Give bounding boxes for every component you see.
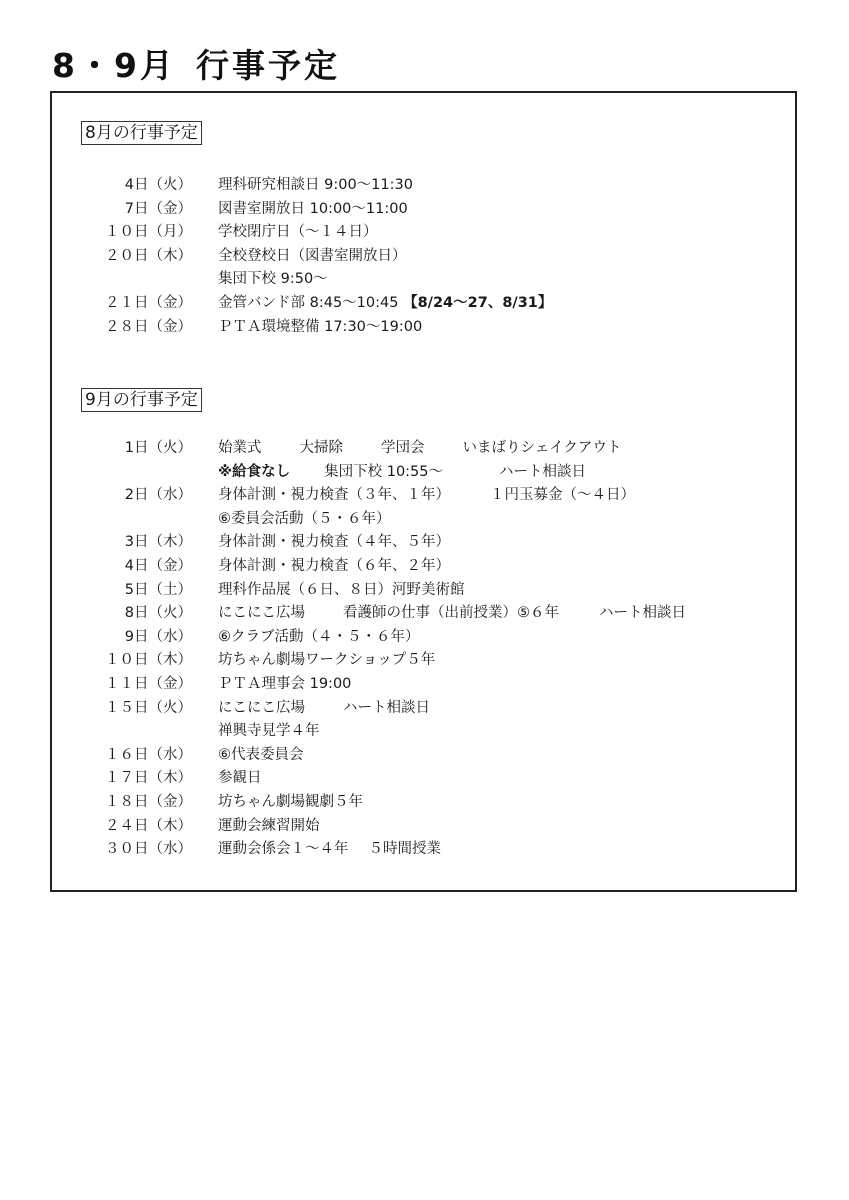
- event-part: 図書室開放日 10:00～11:00: [218, 200, 408, 217]
- event-date: １０日（月）: [105, 224, 192, 241]
- event-date: ３０日（水）: [105, 841, 192, 858]
- event-description: [218, 268, 328, 292]
- event-date: 2日（水）: [124, 487, 192, 504]
- page-title: [52, 46, 340, 86]
- event-part: ⑥クラブ活動（４・５・６年）: [218, 628, 420, 645]
- event-description: [218, 697, 430, 721]
- event-date: ２０日（木）: [105, 247, 192, 264]
- event-description: [218, 673, 351, 697]
- event-date: 3日（木）: [124, 534, 192, 551]
- event-part: にこにこ広場: [218, 699, 305, 716]
- event-description: [218, 292, 552, 316]
- schedule-frame: [50, 91, 797, 892]
- event-date: ２１日（金）: [105, 294, 192, 311]
- event-date: １５日（火）: [105, 699, 192, 716]
- event-note-bold: 【8/24～27、8/31】: [403, 294, 553, 311]
- event-date: 4日（火）: [124, 177, 192, 193]
- event-description: [218, 437, 621, 461]
- event-description: [218, 744, 304, 768]
- event-date: ２８日（金）: [105, 318, 192, 335]
- event-description: [218, 508, 391, 532]
- event-part: にこにこ広場: [218, 605, 305, 622]
- event-date: １０日（木）: [105, 652, 192, 669]
- event-date: 8日（火）: [124, 605, 192, 622]
- event-date: １８日（金）: [105, 793, 192, 810]
- event-date: ２４日（木）: [105, 817, 192, 834]
- event-description: [218, 791, 363, 815]
- event-date: １１日（金）: [105, 675, 192, 692]
- event-part: 理科作品展（６日、８日）河野美術館: [218, 581, 465, 598]
- event-note-bold: ※給食なし: [218, 463, 291, 480]
- event-part: いまばりシェイクアウト: [462, 440, 622, 456]
- event-part: 身体計測・視力検査（３年、１年）: [218, 487, 450, 504]
- title-months: 8・9月: [52, 46, 176, 85]
- event-part: ５時間授業: [368, 841, 441, 858]
- event-description: [218, 198, 408, 222]
- event-part: 学団会: [381, 440, 425, 456]
- event-part: ハート相談日: [599, 605, 686, 622]
- event-part: 坊ちゃん劇場観劇５年: [218, 793, 363, 810]
- event-description: [218, 174, 413, 198]
- event-part: 全校登校日（図書室開放日）: [218, 247, 407, 264]
- event-part: 身体計測・視力検査（４年、５年）: [218, 534, 450, 551]
- event-part: 身体計測・視力検査（６年、２年）: [218, 557, 450, 574]
- event-part: ハート相談日: [343, 699, 430, 716]
- event-part: 集団下校 9:50～: [218, 271, 328, 288]
- event-description: [218, 221, 378, 245]
- event-part: ハート相談日: [499, 463, 587, 480]
- august-heading: 8月の行事予定: [81, 121, 202, 145]
- event-part: ＰＴＡ理事会 19:00: [218, 675, 352, 692]
- title-events: 行事予定: [195, 46, 340, 85]
- event-part: 集団下校 10:55～: [324, 463, 444, 480]
- event-description: [218, 649, 435, 673]
- event-part: ⑥代表委員会: [218, 746, 304, 763]
- event-part: 金管バンド部 8:45～10:45: [218, 294, 404, 311]
- event-description: [218, 579, 465, 603]
- event-description: [218, 245, 407, 269]
- event-description: [218, 555, 450, 579]
- event-date: 9日（水）: [124, 628, 192, 645]
- event-description: [218, 767, 262, 791]
- event-description: [218, 461, 586, 485]
- event-date: 1日（火）: [124, 440, 192, 456]
- event-part: 大掃除: [299, 440, 343, 456]
- event-description: [218, 838, 441, 862]
- event-description: [218, 484, 635, 508]
- event-part: ＰＴＡ環境整備 17:30～19:00: [218, 318, 423, 335]
- event-description: [218, 626, 420, 650]
- event-part: 参観日: [218, 770, 262, 787]
- event-part: ⑥委員会活動（５・６年）: [218, 510, 391, 527]
- event-part: 看護師の仕事（出前授業）⑤６年: [343, 605, 559, 622]
- event-date: 7日（金）: [124, 200, 192, 217]
- september-heading: 9月の行事予定: [81, 388, 202, 412]
- event-part: 運動会練習開始: [218, 817, 320, 834]
- event-part: 運動会係会１～４年: [218, 841, 349, 858]
- event-description: [218, 720, 320, 744]
- event-part: 禅興寺見学４年: [218, 723, 320, 740]
- event-part: １円玉募金（～４日）: [490, 487, 635, 504]
- event-part: 坊ちゃん劇場ワークショップ５年: [218, 652, 436, 669]
- event-description: [218, 602, 686, 626]
- event-date: １７日（木）: [105, 770, 192, 787]
- event-date: 4日（金）: [124, 557, 192, 574]
- event-part: 始業式: [218, 440, 262, 456]
- event-description: [218, 531, 450, 555]
- event-description: [218, 316, 422, 340]
- event-part: 学校閉庁日（～１４日）: [218, 224, 378, 241]
- event-date: 5日（土）: [124, 581, 192, 598]
- event-part: 理科研究相談日 9:00～11:30: [218, 177, 413, 193]
- event-description: [218, 815, 320, 839]
- event-date: １６日（水）: [105, 746, 192, 763]
